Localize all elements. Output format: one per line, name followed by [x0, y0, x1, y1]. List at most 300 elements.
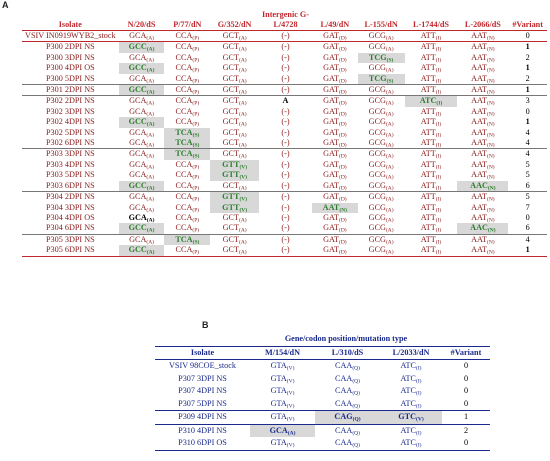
- table-b-header-cell: M/154/dN: [264, 347, 301, 357]
- amino-acid-text: (I): [435, 35, 442, 42]
- amino-acid-text: (N): [487, 89, 495, 96]
- amino-acid-text: (P): [192, 89, 200, 96]
- amino-acid-text: (D): [338, 78, 347, 85]
- codon-text: (-): [281, 117, 290, 127]
- codon-text: ATT: [420, 31, 436, 40]
- codon-text: ATT: [420, 73, 436, 83]
- codon-cell: [457, 42, 508, 53]
- codon-text: ATC: [419, 96, 437, 106]
- amino-acid-text: (A): [146, 164, 155, 171]
- codon-text: ATT: [420, 42, 436, 52]
- table-a-header-cell: L-155/dN: [364, 20, 398, 29]
- codon-cell: [210, 192, 259, 203]
- codon-text: GCG: [368, 212, 386, 222]
- codon-cell: [119, 181, 165, 192]
- codon-text: GCG: [368, 117, 386, 127]
- amino-acid-text: (D): [338, 239, 347, 246]
- codon-text: ATT: [420, 63, 436, 73]
- variant-count: 0: [525, 106, 530, 116]
- table-a-header-row: [22, 8, 547, 31]
- codon-cell: [457, 223, 508, 234]
- amino-acid-text: (A): [146, 89, 155, 96]
- isolate-name: P302 3DPI NS: [45, 106, 95, 116]
- codon-cell: [312, 42, 358, 53]
- amino-acid-text: (Q): [352, 390, 360, 397]
- codon-cell: [210, 31, 259, 42]
- codon-cell: [358, 63, 405, 73]
- amino-acid-text: (A): [146, 100, 155, 107]
- table-row: [155, 385, 490, 398]
- codon-cell: [312, 63, 358, 73]
- amino-acid-text: (I): [415, 442, 422, 449]
- codon-cell: [250, 385, 315, 398]
- amino-acid-text: (N): [487, 164, 495, 171]
- codon-cell: [259, 245, 312, 256]
- codon-cell: [164, 117, 210, 127]
- table-row: [22, 138, 547, 149]
- isolate-name: P301 2DPI NS: [45, 85, 95, 95]
- codon-text: GCA: [129, 149, 147, 159]
- variant-count: 1: [525, 117, 530, 127]
- codon-text: CCA: [175, 106, 193, 116]
- variant-count: 0: [525, 31, 530, 40]
- variant-count: 5: [525, 170, 530, 180]
- codon-cell: [358, 192, 405, 203]
- table-a-stock-row: [22, 31, 547, 42]
- isolate-name: P305 6DPI NS: [45, 245, 95, 255]
- codon-cell: [312, 117, 358, 127]
- table-row: [155, 360, 490, 373]
- codon-text: GCG: [368, 234, 386, 244]
- codon-cell: [259, 181, 312, 192]
- codon-text: GAT: [323, 31, 339, 40]
- codon-text: ATT: [420, 192, 436, 202]
- codon-cell: [164, 128, 210, 138]
- amino-acid-text: (A): [385, 207, 394, 213]
- table-row: [155, 398, 490, 411]
- table-b-group: [155, 411, 490, 425]
- isolate-name: P302 6DPI NS: [45, 138, 95, 148]
- amino-acid-text: (D): [338, 227, 347, 234]
- codon-cell: [405, 53, 458, 63]
- codon-text: GAT: [323, 192, 339, 202]
- amino-acid-text: (N): [487, 35, 495, 42]
- table-row: [22, 223, 547, 234]
- codon-cell: [250, 373, 315, 386]
- codon-cell: [210, 85, 259, 96]
- codon-text: (-): [281, 73, 290, 83]
- codon-cell: [358, 107, 405, 117]
- amino-acid-text: (I): [435, 207, 442, 213]
- codon-text: GCT: [222, 127, 239, 137]
- table-row: [22, 192, 547, 203]
- table-b-header-cell: Isolate: [190, 347, 215, 357]
- codon-text: GCA: [129, 159, 147, 169]
- table-row: [22, 181, 547, 192]
- isolate-name: P302 2DPI NS: [45, 96, 95, 106]
- table-row: [22, 213, 547, 223]
- codon-text: ATT: [420, 159, 436, 169]
- codon-cell: [405, 213, 458, 223]
- table-a-group: [22, 42, 547, 85]
- codon-cell: [457, 53, 508, 63]
- amino-acid-text: (A): [146, 217, 155, 224]
- codon-cell: [164, 223, 210, 234]
- amino-acid-text: (V): [286, 403, 295, 409]
- isolate-name: P307 4DPI NS: [178, 386, 227, 395]
- isolate-name: P304 3DPI NS: [45, 202, 95, 212]
- codon-cell: [210, 203, 259, 213]
- amino-acid-text: (A): [146, 78, 155, 85]
- codon-cell: [259, 117, 312, 127]
- codon-cell: [250, 398, 315, 411]
- amino-acid-text: (I): [435, 67, 442, 74]
- codon-text: GCA: [129, 202, 147, 212]
- table-a-header-cell: L/49/dN: [320, 20, 350, 29]
- codon-cell: [259, 149, 312, 160]
- codon-text: GTT: [222, 202, 240, 212]
- codon-cell: [119, 138, 165, 149]
- amino-acid-text: (D): [338, 100, 347, 107]
- codon-text: GCG: [368, 106, 386, 116]
- codon-text: GAT: [323, 117, 339, 127]
- codon-text: (-): [281, 202, 290, 212]
- codon-cell: [259, 192, 312, 203]
- codon-cell: [164, 63, 210, 73]
- codon-cell: [457, 245, 508, 256]
- codon-text: CAA: [335, 398, 353, 408]
- isolate-name: P304 4DPI OS: [45, 212, 95, 222]
- amino-acid-text: (D): [338, 142, 347, 149]
- isolate-name: P300 3DPI NS: [45, 52, 95, 62]
- codon-text: AAT: [471, 127, 487, 137]
- isolate-name: P302 4DPI NS: [45, 117, 95, 127]
- table-row: [155, 373, 490, 386]
- codon-text: GAT: [323, 149, 339, 159]
- amino-acid-text: (A): [239, 67, 247, 74]
- codon-cell: [358, 85, 405, 96]
- amino-acid-text: (A): [385, 142, 394, 149]
- codon-text: GAT: [323, 159, 339, 169]
- table-a-group: [22, 149, 547, 192]
- codon-cell: [312, 53, 358, 63]
- codon-text: GCG: [368, 202, 386, 212]
- codon-text: GAT: [323, 73, 339, 83]
- amino-acid-text: (A): [146, 121, 155, 128]
- codon-text: GCC: [128, 117, 147, 127]
- codon-text: CAA: [335, 361, 353, 370]
- codon-text: AAT: [471, 138, 487, 148]
- codon-cell: [380, 437, 442, 450]
- codon-text: GCA: [128, 212, 147, 222]
- codon-text: GAT: [323, 85, 339, 95]
- codon-cell: [405, 138, 458, 149]
- codon-text: TCA: [175, 138, 193, 148]
- codon-text: CCA: [175, 192, 193, 202]
- amino-acid-text: (D): [338, 132, 347, 139]
- table-b-header-cell: L/2033/dN: [392, 347, 430, 357]
- codon-cell: [164, 149, 210, 160]
- codon-cell: [405, 192, 458, 203]
- codon-text: GAT: [323, 63, 339, 73]
- amino-acid-text: (N): [487, 100, 495, 107]
- codon-text: ATT: [420, 202, 436, 212]
- codon-cell: [405, 234, 458, 245]
- amino-acid-text: (A): [146, 153, 155, 160]
- amino-acid-text: (I): [435, 174, 442, 181]
- codon-cell: [405, 117, 458, 127]
- codon-text: GTA: [270, 398, 287, 408]
- codon-cell: [405, 63, 458, 73]
- amino-acid-text: (A): [146, 35, 155, 42]
- codon-text: GCT: [222, 96, 239, 106]
- codon-cell: [119, 42, 165, 53]
- codon-cell: [380, 424, 442, 437]
- codon-text: GCC: [128, 245, 147, 255]
- codon-cell: [405, 96, 458, 107]
- codon-cell: [164, 170, 210, 180]
- variant-count: 4: [525, 127, 530, 137]
- amino-acid-text: (S): [386, 78, 394, 85]
- table-a-header-cell: G/352/dN: [217, 20, 252, 29]
- codon-cell: [315, 424, 380, 437]
- isolate-name: P300 2DPI NS: [45, 42, 95, 52]
- codon-cell: [210, 170, 259, 180]
- table-row: [22, 245, 547, 256]
- amino-acid-text: (D): [338, 196, 347, 203]
- codon-text: GAT: [323, 180, 339, 190]
- codon-cell: [250, 411, 315, 425]
- amino-acid-text: (A): [385, 46, 394, 53]
- codon-text: CCA: [175, 63, 193, 73]
- amino-acid-text: (A): [146, 185, 155, 192]
- isolate-name: P304 6DPI NS: [45, 223, 95, 233]
- codon-text: GTC: [398, 412, 417, 421]
- amino-acid-text: (D): [338, 249, 347, 256]
- amino-acid-text: (V): [416, 416, 424, 423]
- codon-text: CCA: [175, 96, 193, 106]
- codon-text: GCC: [128, 223, 147, 233]
- codon-text: AAT: [471, 192, 487, 202]
- amino-acid-text: (A): [146, 111, 155, 118]
- codon-cell: [358, 223, 405, 234]
- codon-cell: [119, 107, 165, 117]
- codon-cell: [358, 31, 405, 42]
- codon-cell: [380, 360, 442, 373]
- codon-cell: [312, 160, 358, 170]
- codon-cell: [405, 42, 458, 53]
- codon-text: AAT: [322, 202, 340, 212]
- amino-acid-text: (A): [385, 174, 394, 181]
- amino-acid-text: (N): [487, 121, 495, 128]
- amino-acid-text: (S): [192, 239, 200, 246]
- amino-acid-text: (I): [435, 217, 442, 224]
- amino-acid-text: (I): [415, 365, 422, 372]
- codon-text: CCA: [175, 223, 193, 233]
- amino-acid-text: (P): [192, 121, 200, 128]
- codon-text: CAA: [335, 438, 353, 447]
- codon-text: GTT: [222, 159, 240, 169]
- codon-cell: [119, 170, 165, 180]
- codon-text: ATC: [400, 425, 416, 435]
- table-row: [22, 203, 547, 213]
- variant-count: 6: [525, 223, 530, 233]
- codon-cell: [210, 128, 259, 138]
- amino-acid-text: (P): [192, 174, 200, 181]
- table-b-group: [155, 360, 490, 411]
- amino-acid-text: (S): [192, 153, 200, 160]
- amino-acid-text: (A): [385, 89, 394, 96]
- codon-cell: [164, 203, 210, 213]
- codon-text: CAA: [335, 386, 353, 395]
- codon-cell: [210, 107, 259, 117]
- amino-acid-text: (I): [436, 100, 443, 107]
- amino-acid-text: (A): [146, 57, 155, 64]
- amino-acid-text: (S): [386, 57, 394, 64]
- codon-text: AAT: [471, 234, 487, 244]
- codon-text: GAT: [323, 223, 339, 233]
- codon-cell: [358, 96, 405, 107]
- variant-count: 1: [525, 245, 530, 255]
- codon-cell: [210, 138, 259, 149]
- codon-cell: [119, 245, 165, 256]
- codon-text: ATT: [420, 127, 436, 137]
- amino-acid-text: (D): [338, 111, 347, 118]
- codon-text: CAG: [334, 412, 353, 421]
- table-b-header-cell: L/310/dS: [331, 347, 364, 357]
- amino-acid-text: (N): [487, 57, 495, 64]
- codon-text: TCG: [368, 52, 387, 62]
- codon-text: GCC: [128, 85, 147, 95]
- codon-text: GCT: [222, 149, 239, 159]
- table-row: [155, 411, 490, 425]
- codon-cell: [119, 63, 165, 73]
- codon-cell: [210, 74, 259, 85]
- codon-text: ATT: [420, 106, 436, 116]
- codon-cell: [312, 149, 358, 160]
- codon-cell: [380, 385, 442, 398]
- table-row: [22, 107, 547, 117]
- codon-cell: [358, 181, 405, 192]
- amino-acid-text: (A): [146, 67, 155, 74]
- codon-cell: [259, 31, 312, 42]
- codon-text: CCA: [175, 42, 193, 52]
- amino-acid-text: (P): [192, 196, 200, 203]
- amino-acid-text: (A): [385, 35, 394, 42]
- codon-text: CCA: [175, 180, 193, 190]
- codon-text: (-): [281, 212, 290, 222]
- codon-cell: [312, 128, 358, 138]
- codon-cell: [358, 53, 405, 63]
- codon-cell: [358, 170, 405, 180]
- codon-cell: [315, 411, 380, 425]
- codon-text: GCT: [222, 117, 239, 127]
- codon-text: GCT: [222, 138, 239, 148]
- codon-cell: [210, 245, 259, 256]
- codon-cell: [259, 170, 312, 180]
- table-a-header-cell: N/20/dS: [127, 20, 156, 29]
- amino-acid-text: (Q): [352, 442, 360, 449]
- codon-text: (-): [281, 245, 290, 255]
- amino-acid-text: (A): [385, 249, 394, 256]
- table-a-header-cell: #Variant: [512, 20, 543, 29]
- codon-cell: [250, 360, 315, 373]
- variant-count: 1: [463, 412, 469, 421]
- codon-text: GCG: [368, 31, 386, 40]
- codon-text: TCA: [175, 149, 193, 159]
- codon-text: CCA: [175, 52, 193, 62]
- panel-b-label: B: [202, 320, 209, 330]
- codon-text: GCG: [368, 63, 386, 73]
- codon-text: GCT: [222, 223, 239, 233]
- codon-cell: [358, 149, 405, 160]
- codon-cell: [119, 85, 165, 96]
- codon-cell: [457, 138, 508, 149]
- amino-acid-text: (A): [385, 111, 394, 118]
- codon-text: (-): [281, 42, 290, 52]
- table-b-header-spacer: [442, 333, 490, 346]
- variant-count: 2: [525, 73, 530, 83]
- codon-cell: [259, 213, 312, 223]
- codon-text: GCG: [368, 127, 386, 137]
- codon-text: (-): [281, 159, 290, 169]
- amino-acid-text: (D): [338, 46, 347, 53]
- amino-acid-text: (N): [487, 217, 495, 224]
- amino-acid-text: (A): [146, 227, 155, 234]
- codon-cell: [119, 96, 165, 107]
- amino-acid-text: (I): [435, 239, 442, 246]
- panel-a-label: A: [2, 0, 9, 10]
- codon-cell: [457, 96, 508, 107]
- amino-acid-text: (A): [239, 57, 247, 64]
- codon-cell: [250, 437, 315, 450]
- amino-acid-text: (Q): [352, 365, 360, 372]
- codon-cell: [457, 192, 508, 203]
- isolate-name: P303 5DPI NS: [45, 170, 95, 180]
- codon-cell: [119, 117, 165, 127]
- amino-acid-text: (P): [192, 185, 200, 192]
- table-row: [22, 170, 547, 180]
- codon-text: AAT: [471, 106, 487, 116]
- amino-acid-text: (N): [339, 207, 347, 213]
- codon-cell: [250, 424, 315, 437]
- codon-text: AAT: [471, 170, 487, 180]
- table-row: [22, 42, 547, 53]
- codon-cell: [164, 96, 210, 107]
- codon-cell: [119, 203, 165, 213]
- isolate-name: P303 6DPI NS: [45, 180, 95, 190]
- codon-text: CCA: [175, 85, 193, 95]
- variant-count: 4: [525, 149, 530, 159]
- amino-acid-text: (P): [192, 35, 200, 42]
- codon-cell: [457, 203, 508, 213]
- amino-acid-text: (A): [146, 142, 155, 149]
- codon-text: CCA: [175, 73, 193, 83]
- codon-text: AAT: [471, 117, 487, 127]
- variant-count: 0: [463, 398, 469, 408]
- codon-cell: [119, 223, 165, 234]
- codon-text: GCT: [222, 42, 239, 52]
- codon-text: GCA: [129, 170, 147, 180]
- amino-acid-text: (A): [385, 227, 394, 234]
- codon-cell: [405, 203, 458, 213]
- isolate-name: P303 4DPI NS: [45, 159, 95, 169]
- codon-cell: [164, 245, 210, 256]
- amino-acid-text: (V): [239, 174, 248, 181]
- variant-count: 0: [525, 212, 530, 222]
- codon-cell: [457, 213, 508, 223]
- codon-cell: [119, 160, 165, 170]
